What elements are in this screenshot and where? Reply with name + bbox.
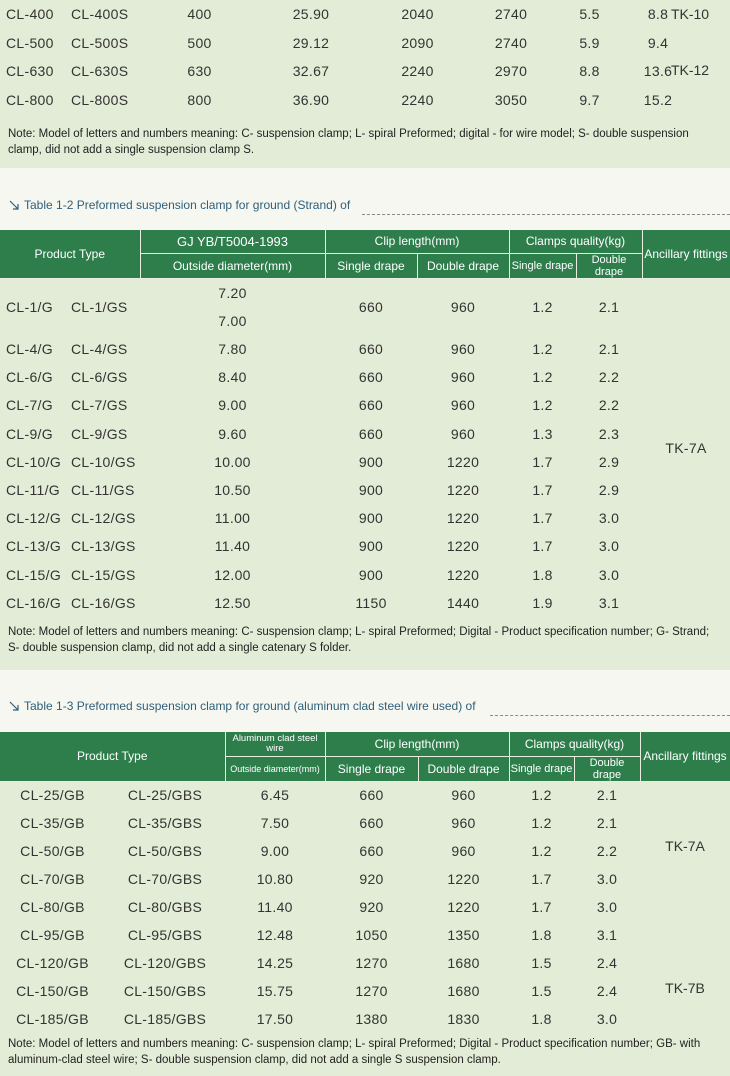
table-row xyxy=(0,278,730,307)
cell-double-quality: 2.9 xyxy=(598,482,620,499)
cell-model: CL-800 xyxy=(6,91,54,108)
cell-model-double: CL-1/GS xyxy=(71,298,128,315)
table-row xyxy=(0,561,730,589)
header-ancillary: Ancillary fittings xyxy=(640,732,730,781)
cell-model-double: CL-80/GBS xyxy=(127,899,203,915)
cell-model-double: CL-16/GS xyxy=(71,594,136,611)
cell-model-double: CL-35/GBS xyxy=(127,815,203,831)
cell-single-quality: 1.8 xyxy=(531,927,552,943)
cell-double-quality: 2.1 xyxy=(598,341,620,358)
cell-single-quality: 5.9 xyxy=(579,34,600,51)
cell-model-double: CL-7/GS xyxy=(71,397,128,414)
header-double-drape: Double drape xyxy=(417,253,509,278)
cell-double-quality: 2.2 xyxy=(596,843,618,859)
cell-model-double: CL-800S xyxy=(71,91,129,108)
cell-fitting-blank xyxy=(640,1005,730,1033)
cell-double-drape: 960 xyxy=(450,397,476,414)
cell-double-quality: 2.9 xyxy=(598,453,620,470)
cell-fitting-blank xyxy=(640,893,730,921)
cell-model-double: CL-13/GS xyxy=(71,538,136,555)
cell-model-double: CL-10/GS xyxy=(71,453,136,470)
cell-model: CL-500 xyxy=(6,34,54,51)
cell-fitting-blank xyxy=(640,781,730,809)
cell-double-drape: 1220 xyxy=(446,538,480,555)
cell-single-drape: 920 xyxy=(359,899,384,915)
cell-single-quality: 1.7 xyxy=(532,510,553,527)
table-row xyxy=(0,1005,730,1033)
cell-fitting-blank xyxy=(640,921,730,949)
cell-single-quality: 1.2 xyxy=(532,397,553,414)
cell-double-drape: 2970 xyxy=(494,63,528,80)
table2-body xyxy=(0,278,730,617)
table3-title-divider xyxy=(490,715,730,716)
cell-model: CL-10/G xyxy=(6,453,62,470)
header-aluminum: Aluminum clad steel wire xyxy=(225,732,325,756)
cell-double-quality: 13.6 xyxy=(643,63,673,80)
cell-double-drape: 960 xyxy=(450,341,476,358)
cell-model: CL-11/G xyxy=(6,482,60,499)
header-double-drape-q: Double drape xyxy=(574,756,640,781)
cell-double-drape: 960 xyxy=(450,298,476,315)
table-row xyxy=(0,532,730,560)
header-double-drape: Double drape xyxy=(418,756,509,781)
cell-model-double: CL-500S xyxy=(71,34,129,51)
cell-model: CL-1/G xyxy=(6,298,53,315)
table2-title-divider xyxy=(362,214,730,215)
table-row xyxy=(0,865,730,893)
table2-note: Note: Model of letters and numbers meaning: C- suspension clamp; L- spiral Preformed; Digital - Product specification number; G- Strand; S- double suspension clamp, did not add a single catenary S folder. xyxy=(8,626,710,654)
cell-diameter: 7.50 xyxy=(260,815,290,831)
cell-model-double: CL-400S xyxy=(71,6,129,23)
cell-model-double: CL-50/GBS xyxy=(127,843,203,859)
cell-diameter: 29.12 xyxy=(292,34,330,51)
cell-single-quality: 8.8 xyxy=(579,63,600,80)
cell-model: CL-120/GB xyxy=(16,955,89,971)
cell-single-drape: 660 xyxy=(359,815,384,831)
cell-model: CL-35/GB xyxy=(20,815,85,831)
cell-double-quality: 3.0 xyxy=(596,871,618,887)
cell-diameter: 11.00 xyxy=(214,510,251,527)
table-row xyxy=(0,837,730,865)
table2-title-text: Table 1-2 Preformed suspension clamp for ground (Strand) of xyxy=(24,198,351,212)
arrow-icon xyxy=(8,199,20,211)
cell-double-quality: 3.0 xyxy=(596,1011,618,1027)
cell-single-quality: 1.2 xyxy=(531,843,552,859)
cell-double-drape: 1350 xyxy=(447,927,480,943)
cell-diameter: 12.00 xyxy=(214,566,251,583)
cell-double-quality: 2.1 xyxy=(596,815,618,831)
cell-model-double: CL-70/GBS xyxy=(127,871,203,887)
table1-fitting-tk10: TK-10 xyxy=(670,6,710,22)
cell-model: CL-9/G xyxy=(6,425,53,442)
cell-double-quality: 3.1 xyxy=(598,594,620,611)
cell-model: CL-4/G xyxy=(6,341,53,358)
table-row xyxy=(0,363,730,391)
cell-model: CL-185/GB xyxy=(16,1011,89,1027)
cell-diameter: 9.00 xyxy=(260,843,290,859)
cell-single-drape: 660 xyxy=(358,298,384,315)
table-row xyxy=(0,29,730,58)
cell-diameter: 8.40 xyxy=(218,369,247,386)
cell-single-drape: 660 xyxy=(359,787,384,804)
cell-double-quality: 15.2 xyxy=(643,91,673,108)
cell-diameter: 14.25 xyxy=(256,955,294,971)
cell-model-double: CL-95/GBS xyxy=(127,927,203,943)
cell-single-drape: 660 xyxy=(359,843,384,859)
cell-model: CL-16/G xyxy=(6,594,62,611)
cell-model-double: CL-12/GS xyxy=(71,510,136,527)
cell-single-quality: 1.2 xyxy=(532,341,553,358)
cell-single-drape: 900 xyxy=(358,510,384,527)
header-clamps-quality: Clamps quality(kg) xyxy=(509,732,640,756)
cell-fitting-blank xyxy=(694,86,730,115)
cell-single-drape: 1050 xyxy=(355,927,388,943)
cell-diameter: 15.75 xyxy=(256,983,294,999)
cell-single-quality: 1.2 xyxy=(532,369,553,386)
cell-diameter: 10.00 xyxy=(214,453,251,470)
cell-diameter: 7.80 xyxy=(218,341,247,358)
cell-diameter: 11.40 xyxy=(257,899,293,915)
cell-double-drape: 1220 xyxy=(446,482,480,499)
cell-double-quality: 3.0 xyxy=(596,899,618,915)
table3 xyxy=(0,732,730,1033)
cell-wire-model: 500 xyxy=(187,34,212,51)
cell-model: CL-95/GB xyxy=(20,927,85,943)
cell-single-quality: 1.7 xyxy=(532,538,553,555)
cell-double-drape: 1220 xyxy=(447,871,480,887)
cell-diameter: 36.90 xyxy=(292,91,330,108)
cell-single-drape: 660 xyxy=(358,369,384,386)
table-row xyxy=(0,893,730,921)
cell-model: CL-50/GB xyxy=(20,843,85,859)
cell-single-quality: 1.5 xyxy=(531,955,552,971)
cell-single-drape: 1270 xyxy=(355,983,388,999)
cell-model: CL-70/GB xyxy=(20,871,85,887)
cell-double-quality: 2.4 xyxy=(596,955,618,971)
cell-double-drape: 2740 xyxy=(494,34,528,51)
cell-model: CL-25/GB xyxy=(20,787,85,804)
cell-model: CL-6/G xyxy=(6,369,53,386)
cell-double-drape: 1220 xyxy=(446,510,480,527)
cell-single-drape: 2240 xyxy=(401,63,434,80)
cell-diameter: 6.45 xyxy=(260,787,290,804)
cell-double-quality: 3.0 xyxy=(598,510,620,527)
cell-model-double: CL-630S xyxy=(71,63,129,80)
cell-double-quality: 2.1 xyxy=(598,298,620,315)
cell-single-drape: 660 xyxy=(358,341,384,358)
cell-diameter: 32.67 xyxy=(292,63,330,80)
cell-double-drape: 1440 xyxy=(446,594,480,611)
cell-double-quality: 2.2 xyxy=(598,397,620,414)
cell-double-quality: 9.4 xyxy=(647,34,669,51)
cell-double-drape: 960 xyxy=(450,369,476,386)
header-double-drape-q: Double drape xyxy=(576,253,642,278)
cell-single-quality: 1.7 xyxy=(532,482,553,499)
table-row xyxy=(0,921,730,949)
cell-single-quality: 1.5 xyxy=(531,983,552,999)
table-row xyxy=(0,504,730,532)
cell-fitting-blank xyxy=(640,809,730,837)
header-single-drape-q: Single drape xyxy=(509,253,576,278)
cell-model-double: CL-9/GS xyxy=(71,425,128,442)
table1-note: Note: Model of letters and numbers meaning: C- suspension clamp; L- spiral Preformed; digital - for wire model; S- double suspension clamp, did not add a single suspension clamp S. xyxy=(8,128,689,156)
cell-double-quality: 3.0 xyxy=(598,566,620,583)
table1 xyxy=(0,0,730,114)
table2-title xyxy=(8,198,350,212)
cell-model: CL-630 xyxy=(6,63,54,80)
table3-fitting-tk7a: TK-7A xyxy=(665,838,705,854)
cell-double-drape: 1220 xyxy=(446,453,480,470)
cell-model-double: CL-150/GBS xyxy=(123,983,207,999)
header-product-type: Product Type xyxy=(0,732,225,781)
cell-model: CL-15/G xyxy=(6,566,62,583)
cell-single-quality: 1.2 xyxy=(531,815,552,831)
cell-double-drape: 960 xyxy=(450,425,476,442)
table-row xyxy=(0,57,730,86)
table3-body xyxy=(0,781,730,1033)
header-clip-length: Clip length(mm) xyxy=(325,732,509,756)
table-row xyxy=(0,476,730,504)
cell-double-drape: 960 xyxy=(451,787,476,804)
table3-panel xyxy=(0,732,730,1076)
cell-diameter: 25.90 xyxy=(292,6,330,23)
cell-single-quality: 5.5 xyxy=(579,6,600,23)
cell-double-quality: 3.1 xyxy=(596,927,618,943)
cell-model-double: CL-120/GBS xyxy=(123,955,207,971)
cell-wire-model: 400 xyxy=(187,6,212,23)
cell-model: CL-400 xyxy=(6,6,54,23)
cell-single-drape: 1270 xyxy=(355,955,388,971)
table-row xyxy=(0,420,730,448)
header-product-type: Product Type xyxy=(0,230,140,278)
cell-diameter: 17.50 xyxy=(256,1011,294,1027)
cell-double-drape: 3050 xyxy=(494,91,528,108)
table3-note: Note: Model of letters and numbers meaning: C- suspension clamp; L- spiral Preformed; Digital - Product specification number; GB- with aluminum-clad steel wire; S- double suspension clamp, did not add a single S suspension clamp. xyxy=(8,1038,701,1066)
cell-model-double: CL-6/GS xyxy=(71,369,128,386)
cell-single-drape: 2040 xyxy=(401,6,434,23)
cell-double-quality: 2.2 xyxy=(598,369,620,386)
cell-model-double: CL-4/GS xyxy=(71,341,128,358)
cell-double-quality: 3.0 xyxy=(598,538,620,555)
cell-single-drape: 900 xyxy=(358,482,384,499)
cell-diameter: 10.80 xyxy=(256,871,294,887)
cell-double-drape: 1220 xyxy=(446,566,480,583)
cell-single-drape: 660 xyxy=(358,425,384,442)
table-row xyxy=(0,977,730,1005)
table-row xyxy=(0,809,730,837)
cell-double-quality: 2.4 xyxy=(596,983,618,999)
cell-double-drape: 960 xyxy=(451,815,476,831)
cell-diameter: 9.00 xyxy=(218,397,247,414)
cell-single-quality: 1.2 xyxy=(532,298,553,315)
cell-single-quality: 1.7 xyxy=(531,899,552,915)
cell-model-double: CL-11/GS xyxy=(71,482,135,499)
cell-wire-model: 800 xyxy=(187,91,212,108)
table3-fitting-tk7b: TK-7B xyxy=(665,980,705,996)
header-ancillary: Ancillary fittings xyxy=(642,230,730,278)
cell-model: CL-150/GB xyxy=(16,983,89,999)
cell-double-drape: 1680 xyxy=(447,983,480,999)
cell-single-drape: 900 xyxy=(358,566,384,583)
cell-double-drape: 2740 xyxy=(494,6,528,23)
cell-double-quality: 2.3 xyxy=(598,425,620,442)
cell-single-drape: 900 xyxy=(358,538,384,555)
cell-double-quality: 8.8 xyxy=(647,6,669,23)
cell-fitting-blank xyxy=(640,865,730,893)
cell-single-drape: 920 xyxy=(359,871,384,887)
cell-model: CL-12/G xyxy=(6,510,62,527)
table1-panel xyxy=(0,0,730,168)
cell-single-quality: 1.9 xyxy=(532,594,553,611)
cell-model: CL-13/G xyxy=(6,538,62,555)
table-row xyxy=(0,949,730,977)
cell-model-double: CL-185/GBS xyxy=(123,1011,207,1027)
header-clamps-quality: Clamps quality(kg) xyxy=(509,230,642,253)
cell-single-quality: 1.7 xyxy=(532,453,553,470)
table1-fitting-tk12: TK-12 xyxy=(670,62,710,78)
arrow-icon xyxy=(8,700,20,712)
cell-single-drape: 2240 xyxy=(401,91,434,108)
cell-wire-model: 630 xyxy=(187,63,212,80)
table-row xyxy=(0,448,730,476)
cell-fitting-blank xyxy=(694,29,730,58)
cell-single-drape: 1380 xyxy=(355,1011,388,1027)
header-outside-diameter: Outside diameter(mm) xyxy=(140,253,325,278)
table-row xyxy=(0,86,730,115)
table-row xyxy=(0,335,730,363)
cell-model-double: CL-25/GBS xyxy=(127,787,203,804)
header-standard: GJ YB/T5004-1993 xyxy=(140,230,325,253)
cell-single-quality: 1.3 xyxy=(532,425,553,442)
cell-single-drape: 2090 xyxy=(401,34,434,51)
table-row xyxy=(0,781,730,809)
cell-single-drape: 1150 xyxy=(355,594,387,611)
cell-diameter: 7.20 xyxy=(218,284,247,301)
cell-fitting: TK-7A xyxy=(665,439,707,456)
cell-single-quality: 1.8 xyxy=(531,1011,552,1027)
cell-double-quality: 2.1 xyxy=(596,787,618,804)
header-single-drape-q: Single drape xyxy=(509,756,574,781)
cell-single-quality: 1.7 xyxy=(531,871,552,887)
cell-single-quality: 1.2 xyxy=(531,787,552,804)
cell-model-double: CL-15/GS xyxy=(71,566,136,583)
cell-double-drape: 1830 xyxy=(447,1011,480,1027)
cell-double-drape: 1680 xyxy=(447,955,480,971)
cell-single-quality: 1.8 xyxy=(532,566,553,583)
table2 xyxy=(0,230,730,617)
header-outside-diameter: Outside diameter(mm) xyxy=(225,756,325,781)
header-single-drape: Single drape xyxy=(325,756,418,781)
cell-model: CL-80/GB xyxy=(20,899,85,915)
cell-diameter: 12.50 xyxy=(214,594,251,611)
table-row xyxy=(0,589,730,617)
cell-double-drape: 960 xyxy=(451,843,476,859)
cell-double-drape: 1220 xyxy=(447,899,480,915)
cell-diameter: 9.60 xyxy=(218,425,247,442)
table-row xyxy=(0,0,730,29)
header-clip-length: Clip length(mm) xyxy=(325,230,509,253)
cell-single-drape: 660 xyxy=(358,397,384,414)
cell-model: CL-7/G xyxy=(6,397,53,414)
cell-single-drape: 900 xyxy=(358,453,384,470)
header-single-drape: Single drape xyxy=(325,253,417,278)
table3-title-text: Table 1-3 Preformed suspension clamp for ground (aluminum clad steel wire used) of xyxy=(24,699,476,713)
cell-diameter: 7.00 xyxy=(218,313,247,329)
table3-title xyxy=(8,699,476,713)
table2-panel xyxy=(0,230,730,670)
cell-single-quality: 9.7 xyxy=(579,91,600,108)
cell-fitting-blank xyxy=(640,949,730,977)
cell-diameter: 11.40 xyxy=(214,538,251,555)
cell-diameter: 10.50 xyxy=(214,482,251,499)
cell-diameter: 12.48 xyxy=(256,927,294,943)
table-row xyxy=(0,391,730,419)
